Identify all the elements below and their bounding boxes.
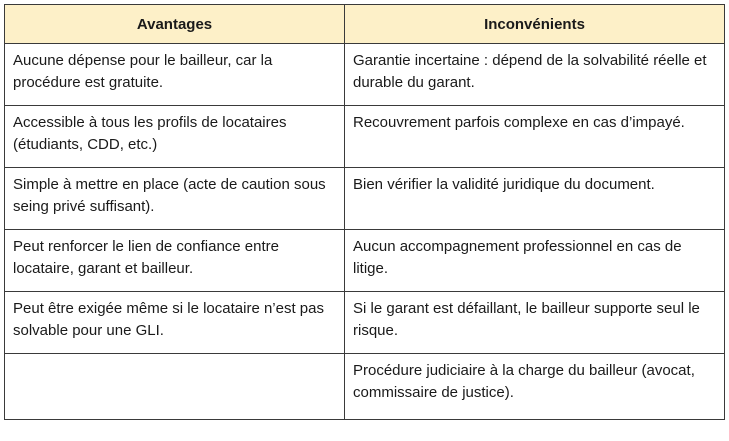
advantage-cell: Aucune dépense pour le bailleur, car la procédure est gratuite. bbox=[5, 44, 345, 106]
table-row bbox=[5, 292, 725, 354]
header-advantages: Avantages bbox=[5, 5, 345, 44]
table-row bbox=[5, 230, 725, 292]
table-row bbox=[5, 106, 725, 168]
header-disadvantages: Inconvénients bbox=[345, 5, 725, 44]
disadvantage-cell: Bien vérifier la validité juridique du document. bbox=[345, 168, 725, 230]
disadvantage-cell: Aucun accompagnement professionnel en cas de litige. bbox=[345, 230, 725, 292]
disadvantage-cell: Garantie incertaine : dépend de la solvabilité réelle et durable du garant. bbox=[345, 44, 725, 106]
advantage-cell: Accessible à tous les profils de locataires (étudiants, CDD, etc.) bbox=[5, 106, 345, 168]
table-row bbox=[5, 354, 725, 420]
disadvantage-cell: Si le garant est défaillant, le bailleur supporte seul le risque. bbox=[345, 292, 725, 354]
table-row bbox=[5, 44, 725, 106]
disadvantage-cell: Procédure judiciaire à la charge du bailleur (avocat, commissaire de justice). bbox=[345, 354, 725, 420]
advantage-cell: Simple à mettre en place (acte de caution sous seing privé suffisant). bbox=[5, 168, 345, 230]
pros-cons-table bbox=[4, 4, 725, 420]
pros-cons-table-wrapper bbox=[4, 4, 725, 420]
table-row bbox=[5, 168, 725, 230]
table-header-row bbox=[5, 5, 725, 44]
advantage-cell: Peut être exigée même si le locataire n’est pas solvable pour une GLI. bbox=[5, 292, 345, 354]
advantage-cell: Peut renforcer le lien de confiance entre locataire, garant et bailleur. bbox=[5, 230, 345, 292]
advantage-cell bbox=[5, 354, 345, 420]
disadvantage-cell: Recouvrement parfois complexe en cas d’impayé. bbox=[345, 106, 725, 168]
